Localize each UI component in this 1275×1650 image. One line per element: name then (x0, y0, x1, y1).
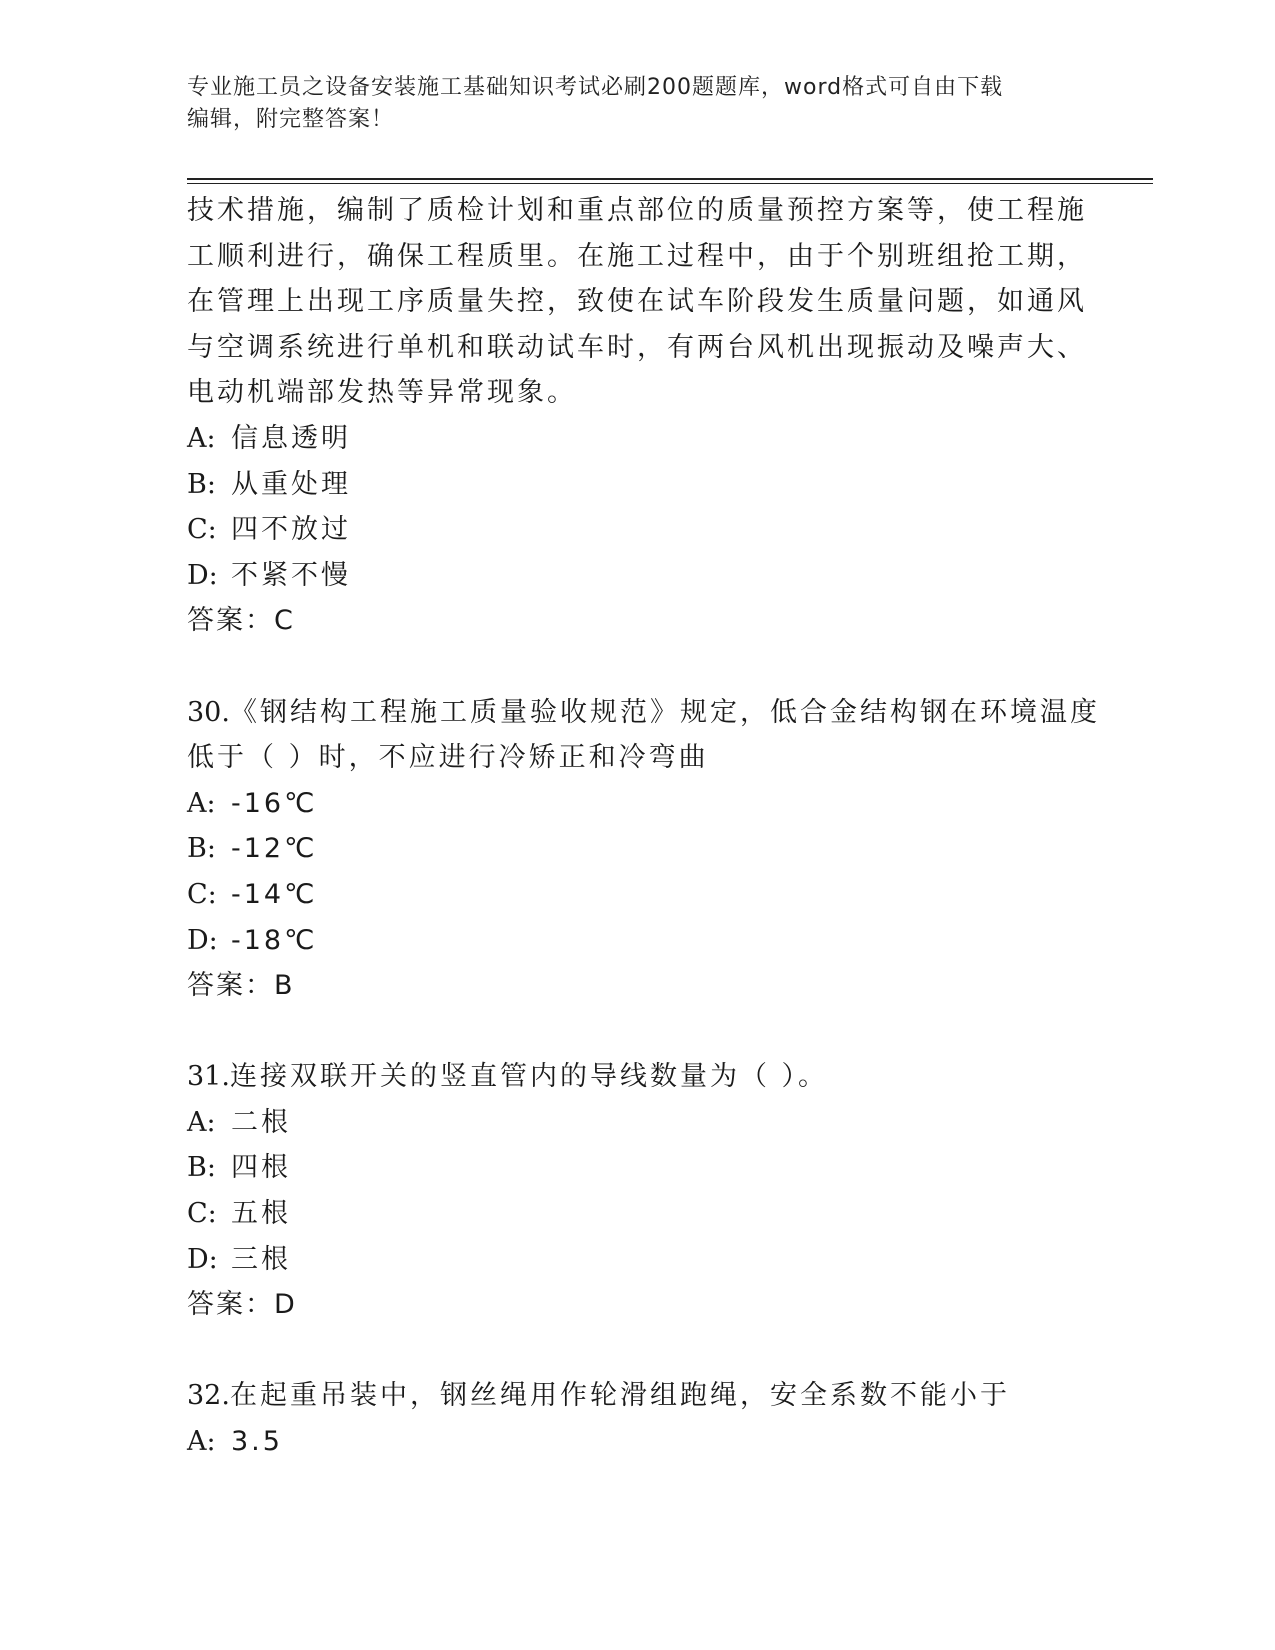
option-text: 五根 (231, 1198, 291, 1230)
answer-line: 答案：D (187, 1289, 297, 1321)
question-text-line: 电动机端部发热等异常现象。 (187, 377, 577, 409)
option-letter: D: (187, 559, 218, 591)
option-letter: A: (187, 422, 216, 454)
option-a (187, 1100, 1087, 1146)
option-letter: B: (187, 833, 216, 865)
question-30 (187, 690, 1100, 1009)
question-text-line: 低于（ ）时，不应进行冷矫正和冷弯曲 (187, 742, 709, 774)
option-text: 四根 (231, 1152, 291, 1184)
question-number: 32. (187, 1380, 230, 1412)
question-29 (187, 188, 1087, 644)
question-text-line: 与空调系统进行单机和联动试车时，有两台风机出现振动及噪声大、 (187, 331, 1087, 363)
option-a (187, 1419, 1087, 1465)
answer-line: 答案：C (187, 605, 295, 637)
option-letter: D: (187, 1243, 218, 1275)
option-text: -14℃ (231, 878, 318, 910)
question-text-line (187, 690, 1100, 736)
option-letter: B: (187, 1152, 216, 1184)
option-letter: C: (187, 514, 217, 546)
question-text: 连接双联开关的竖直管内的导线数量为（ ）。 (229, 1061, 829, 1093)
option-letter: A: (187, 1106, 216, 1138)
question-32 (187, 1373, 1087, 1464)
header-title-line-2: 编辑，附完整答案！ (187, 107, 395, 132)
option-text: 二根 (231, 1106, 291, 1138)
option-b (187, 462, 1087, 508)
option-letter: A: (187, 1426, 216, 1458)
question-number: 31. (187, 1061, 230, 1093)
option-text: 三根 (231, 1243, 291, 1275)
option-text: 3.5 (231, 1426, 283, 1458)
question-text-line: 工顺利进行，确保工程质里。在施工过程中，由于个别班组抢工期， (187, 240, 1087, 272)
option-text: -12℃ (231, 833, 318, 865)
option-c (187, 507, 1087, 553)
option-text: 四不放过 (231, 514, 351, 546)
option-text: -18℃ (231, 924, 318, 956)
question-text-line (187, 1373, 1087, 1419)
option-text: 不紧不慢 (231, 559, 351, 591)
option-text: 从重处理 (231, 468, 351, 500)
option-a (187, 781, 1087, 827)
question-text: 在起重吊装中，钢丝绳用作轮滑组跑绳，安全系数不能小于 (229, 1380, 1010, 1412)
option-c (187, 872, 1087, 918)
header-title-line-1: 专业施工员之设备安装施工基础知识考试必刷200题题库，word格式可自由下载 (187, 75, 1004, 100)
question-spacer (187, 1009, 1087, 1055)
option-text: -16℃ (231, 787, 318, 819)
question-31 (187, 1054, 1087, 1328)
header-rule-thin (187, 183, 1153, 184)
question-text-line (187, 1054, 1087, 1100)
document-body (187, 188, 1100, 1465)
question-text-line: 在管理上出现工序质量失控，致使在试车阶段发生质量问题，如通风 (187, 286, 1087, 318)
option-letter: A: (187, 787, 216, 819)
option-d (187, 918, 1087, 964)
question-number: 30. (187, 696, 230, 728)
option-b (187, 1145, 1087, 1191)
document-header (187, 72, 1067, 136)
answer-line: 答案：B (187, 970, 295, 1002)
option-letter: B: (187, 468, 216, 500)
option-text: 信息透明 (231, 422, 351, 454)
header-rule-thick (187, 178, 1153, 180)
option-d (187, 1237, 1087, 1283)
option-letter: C: (187, 878, 217, 910)
option-b (187, 826, 1087, 872)
question-spacer (187, 1328, 1087, 1374)
option-c (187, 1191, 1087, 1237)
option-a (187, 416, 1087, 462)
option-letter: C: (187, 1198, 217, 1230)
question-text-line: 技术措施，编制了质检计划和重点部位的质量预控方案等，使工程施 (187, 195, 1087, 226)
option-d (187, 553, 1087, 599)
question-text: 《钢结构工程施工质量验收规范》规定，低合金结构钢在环境温度 (229, 696, 1100, 728)
question-spacer (187, 644, 1087, 690)
option-letter: D: (187, 924, 218, 956)
